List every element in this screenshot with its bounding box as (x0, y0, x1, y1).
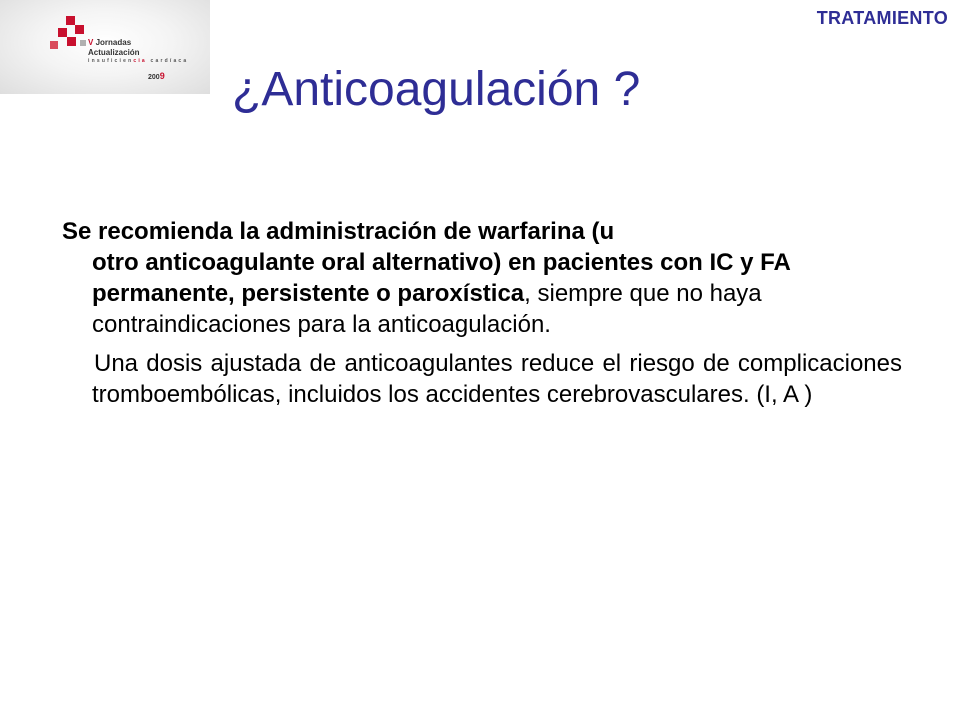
logo-year: 2009 (148, 71, 165, 81)
logo-text (88, 39, 188, 64)
logo-line-actualizacion: Actualización (88, 48, 140, 57)
recommendation-normal-text: , siempre que no haya contraindicaciones para la anticoagulación. (92, 280, 762, 338)
evidence-paragraph: Una dosis ajustada de anticoagulantes reduce el riesgo de complicaciones tromboembólicas, incluidos los accidentes cerebrovasculares. (I, A ) (92, 350, 902, 408)
recommendation-paragraph (62, 216, 902, 340)
slide-title: ¿Anticoagulación ? (232, 63, 641, 116)
recommendation-line1: Se recomienda la administración de warfarina (u (62, 218, 615, 245)
logo-line-jornadas: V Jornadas (88, 38, 132, 47)
section-tag: TRATAMIENTO (816, 8, 948, 28)
conference-logo (0, 0, 210, 94)
recommendation-bold-text: otro anticoagulante oral alternativo) en pacientes con IC y FA permanente, persistente o paroxística (92, 249, 790, 307)
logo-line-insuficiencia: insuficiencia cardíaca (88, 58, 189, 64)
slide-body (62, 216, 902, 410)
